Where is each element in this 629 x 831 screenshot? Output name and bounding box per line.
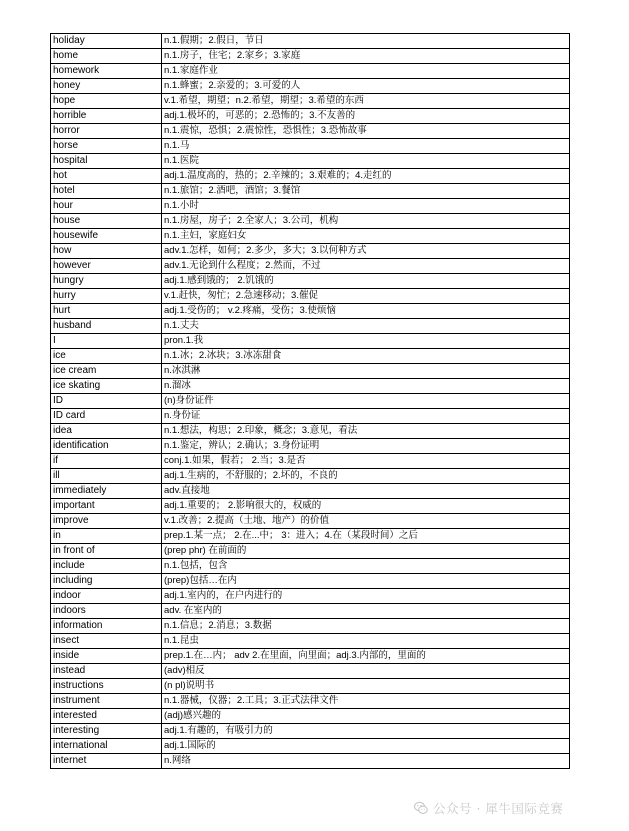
table-row: [51, 739, 570, 754]
definition-cell: n.1.假期；2.假日，节日: [162, 34, 570, 49]
definition-cell: n.1.医院: [162, 154, 570, 169]
word-cell: interested: [51, 709, 162, 724]
definition-cell: (n)身份证件: [162, 394, 570, 409]
table-row: [51, 484, 570, 499]
definition-cell: n.1.鉴定，辨认；2.确认；3.身份证明: [162, 439, 570, 454]
word-cell: include: [51, 559, 162, 574]
table-row: [51, 634, 570, 649]
table-row: [51, 454, 570, 469]
definition-cell: adj.1.国际的: [162, 739, 570, 754]
word-cell: hotel: [51, 184, 162, 199]
definition-cell: (prep phr) 在前面的: [162, 544, 570, 559]
definition-cell: adv.1.怎样，如何；2.多少，多大；3.以何种方式: [162, 244, 570, 259]
word-cell: ID: [51, 394, 162, 409]
definition-cell: v.1.改善；2.提高（土地、地产）的价值: [162, 514, 570, 529]
word-cell: how: [51, 244, 162, 259]
table-row: [51, 649, 570, 664]
table-row: [51, 499, 570, 514]
definition-cell: n.网络: [162, 754, 570, 769]
word-cell: horror: [51, 124, 162, 139]
word-cell: identification: [51, 439, 162, 454]
table-row: [51, 229, 570, 244]
word-cell: ice skating: [51, 379, 162, 394]
definition-cell: v.1.赶快，匆忙；2.急速移动；3.催促: [162, 289, 570, 304]
definition-cell: adj.1.极坏的，可恶的；2.恐怖的；3.不友善的: [162, 109, 570, 124]
table-row: [51, 574, 570, 589]
word-cell: hungry: [51, 274, 162, 289]
definition-cell: n.1.包括，包含: [162, 559, 570, 574]
table-row: [51, 709, 570, 724]
definition-cell: n.1.家庭作业: [162, 64, 570, 79]
word-cell: hurry: [51, 289, 162, 304]
table-row: [51, 124, 570, 139]
table-row: [51, 424, 570, 439]
definition-cell: n.1.房子，住宅；2.家乡；3.家庭: [162, 49, 570, 64]
word-cell: hospital: [51, 154, 162, 169]
definition-cell: pron.1.我: [162, 334, 570, 349]
table-row: [51, 469, 570, 484]
table-row: [51, 364, 570, 379]
word-cell: house: [51, 214, 162, 229]
table-row: [51, 274, 570, 289]
definition-cell: adj.1.重要的； 2.影响很大的，权威的: [162, 499, 570, 514]
word-cell: instrument: [51, 694, 162, 709]
word-cell: instructions: [51, 679, 162, 694]
word-cell: in: [51, 529, 162, 544]
word-cell: including: [51, 574, 162, 589]
definition-cell: conj.1.如果，假若； 2.当；3.是否: [162, 454, 570, 469]
definition-cell: n.1.小时: [162, 199, 570, 214]
word-cell: horse: [51, 139, 162, 154]
table-row: [51, 604, 570, 619]
word-cell: immediately: [51, 484, 162, 499]
definition-cell: adv.1.无论到什么程度；2.然而，不过: [162, 259, 570, 274]
wechat-icon: [414, 801, 428, 815]
table-row: [51, 544, 570, 559]
word-cell: insect: [51, 634, 162, 649]
table-row: [51, 724, 570, 739]
table-row: [51, 439, 570, 454]
table-row: [51, 334, 570, 349]
word-cell: international: [51, 739, 162, 754]
word-cell: hurt: [51, 304, 162, 319]
table-row: [51, 514, 570, 529]
definition-cell: n.1.冰；2.冰块；3.冰冻甜食: [162, 349, 570, 364]
word-cell: homework: [51, 64, 162, 79]
table-row: [51, 679, 570, 694]
table-row: [51, 589, 570, 604]
word-cell: internet: [51, 754, 162, 769]
word-cell: horrible: [51, 109, 162, 124]
table-row: [51, 319, 570, 334]
table-row: [51, 694, 570, 709]
definition-cell: adj.1.温度高的，热的；2.辛辣的；3.艰难的；4.走红的: [162, 169, 570, 184]
definition-cell: n.溜冰: [162, 379, 570, 394]
definition-cell: v.1.希望，期望；n.2.希望，期望；3.希望的东西: [162, 94, 570, 109]
definition-cell: (adv)相反: [162, 664, 570, 679]
vocabulary-table: [50, 33, 570, 769]
definition-cell: prep.1.某一点； 2.在...中； 3：进入；4.在（某段时间）之后: [162, 529, 570, 544]
word-cell: housewife: [51, 229, 162, 244]
table-row: [51, 664, 570, 679]
definition-cell: n.1.马: [162, 139, 570, 154]
table-row: [51, 154, 570, 169]
word-cell: hour: [51, 199, 162, 214]
table-row: [51, 259, 570, 274]
table-row: [51, 244, 570, 259]
word-cell: if: [51, 454, 162, 469]
table-row: [51, 94, 570, 109]
word-cell: interesting: [51, 724, 162, 739]
watermark: [414, 797, 563, 819]
word-cell: inside: [51, 649, 162, 664]
word-cell: hope: [51, 94, 162, 109]
table-row: [51, 394, 570, 409]
table-row: [51, 49, 570, 64]
definition-cell: n.1.震惊，恐惧；2.震惊性，恐惧性；3.恐怖故事: [162, 124, 570, 139]
word-cell: ice cream: [51, 364, 162, 379]
table-row: [51, 619, 570, 634]
word-cell: ice: [51, 349, 162, 364]
table-row: [51, 754, 570, 769]
table-row: [51, 79, 570, 94]
definition-cell: n.冰淇淋: [162, 364, 570, 379]
word-cell: in front of: [51, 544, 162, 559]
definition-cell: adj.1.感到饿的； 2.饥饿的: [162, 274, 570, 289]
table-row: [51, 139, 570, 154]
word-cell: important: [51, 499, 162, 514]
table-row: [51, 214, 570, 229]
definition-cell: adv. 在室内的: [162, 604, 570, 619]
word-cell: improve: [51, 514, 162, 529]
word-cell: I: [51, 334, 162, 349]
word-cell: idea: [51, 424, 162, 439]
table-row: [51, 64, 570, 79]
definition-cell: n.1.信息；2.消息；3.数据: [162, 619, 570, 634]
definition-cell: (n pl)说明书: [162, 679, 570, 694]
word-cell: indoor: [51, 589, 162, 604]
word-cell: ill: [51, 469, 162, 484]
definition-cell: prep.1.在…内； adv 2.在里面，向里面；adj.3.内部的，里面的: [162, 649, 570, 664]
table-row: [51, 199, 570, 214]
word-cell: however: [51, 259, 162, 274]
definition-cell: n.1.想法，构思；2.印象，概念；3.意见，看法: [162, 424, 570, 439]
word-cell: home: [51, 49, 162, 64]
definition-cell: adj.1.有趣的，有吸引力的: [162, 724, 570, 739]
definition-cell: (prep)包括…在内: [162, 574, 570, 589]
definition-cell: n.1.蜂蜜；2.亲爱的；3.可爱的人: [162, 79, 570, 94]
word-cell: husband: [51, 319, 162, 334]
definition-cell: (adj)感兴趣的: [162, 709, 570, 724]
definition-cell: n.身份证: [162, 409, 570, 424]
vocabulary-table-body: [51, 34, 570, 769]
table-row: [51, 379, 570, 394]
definition-cell: n.1.器械，仪器；2.工具；3.正式法律文件: [162, 694, 570, 709]
word-cell: hot: [51, 169, 162, 184]
word-cell: instead: [51, 664, 162, 679]
definition-cell: n.1.丈夫: [162, 319, 570, 334]
watermark-text: 公众号 · 犀牛国际竞赛: [433, 801, 564, 816]
definition-cell: adj.1.受伤的； v.2.疼痛，受伤；3.使烦恼: [162, 304, 570, 319]
word-cell: honey: [51, 79, 162, 94]
definition-cell: adj.1.室内的，在户内进行的: [162, 589, 570, 604]
word-cell: ID card: [51, 409, 162, 424]
word-cell: information: [51, 619, 162, 634]
definition-cell: n.1.旅馆；2.酒吧，酒馆；3.餐馆: [162, 184, 570, 199]
table-row: [51, 184, 570, 199]
table-row: [51, 289, 570, 304]
table-row: [51, 409, 570, 424]
definition-cell: n.1.昆虫: [162, 634, 570, 649]
word-cell: indoors: [51, 604, 162, 619]
table-row: [51, 169, 570, 184]
table-row: [51, 559, 570, 574]
table-row: [51, 349, 570, 364]
word-cell: holiday: [51, 34, 162, 49]
table-row: [51, 109, 570, 124]
definition-cell: adv.直接地: [162, 484, 570, 499]
definition-cell: adj.1.生病的，不舒服的；2.坏的，不良的: [162, 469, 570, 484]
table-row: [51, 529, 570, 544]
definition-cell: n.1.房屋，房子；2.全家人；3.公司，机构: [162, 214, 570, 229]
table-row: [51, 304, 570, 319]
definition-cell: n.1.主妇，家庭妇女: [162, 229, 570, 244]
table-row: [51, 34, 570, 49]
